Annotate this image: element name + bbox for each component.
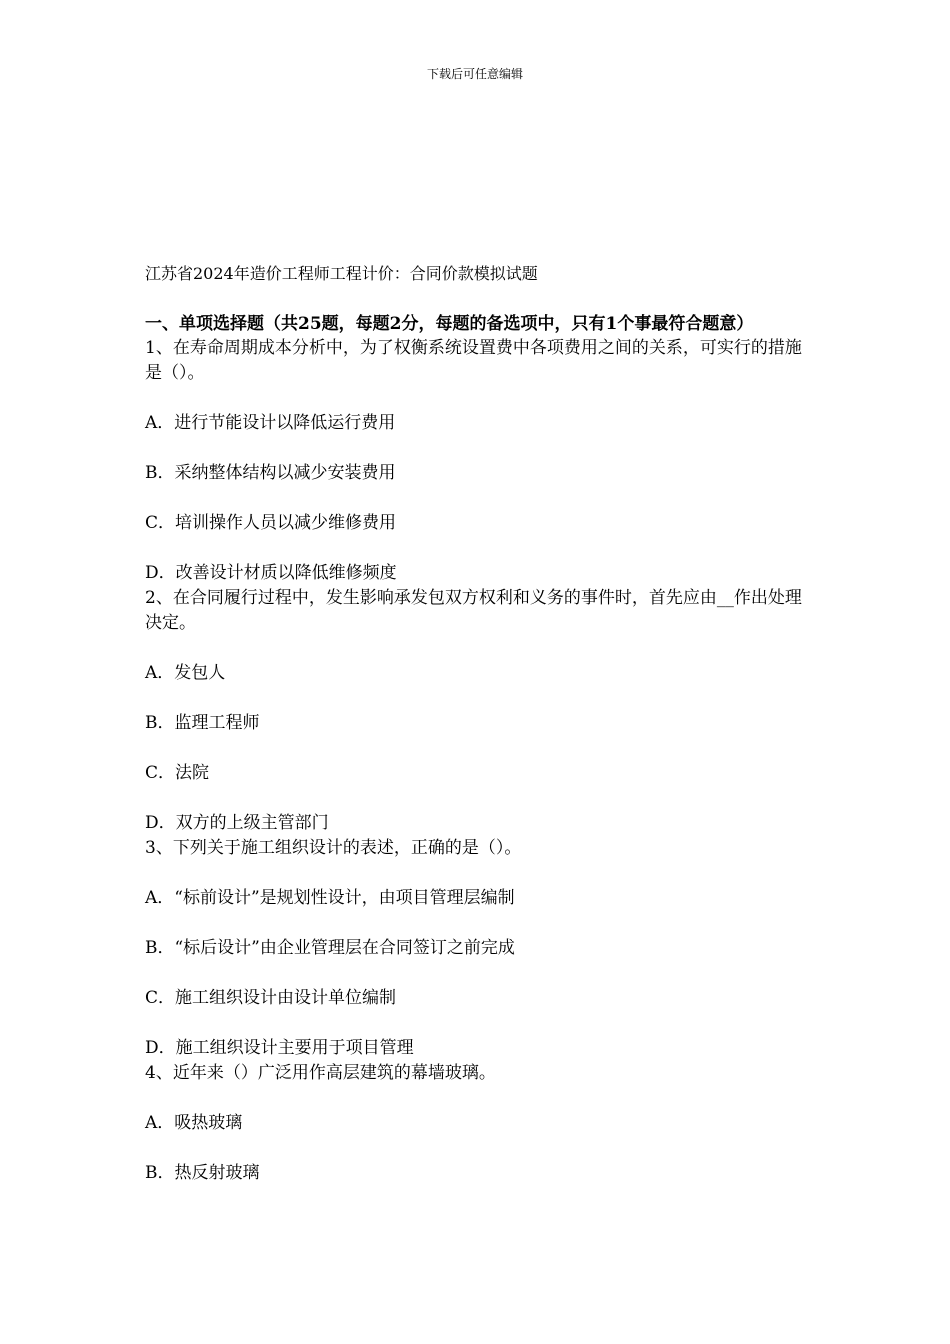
option-b: B．采纳整体结构以减少安装费用 [145, 463, 396, 483]
question-stem: 4、近年来（）广泛用作高层建筑的幕墙玻璃。 [145, 1063, 496, 1083]
question-1 [145, 336, 810, 586]
option-d: D．改善设计材质以降低维修频度 [145, 563, 397, 583]
option-d: D．施工组织设计主要用于项目管理 [145, 1038, 414, 1058]
option-b: B．监理工程师 [145, 713, 260, 733]
question-stem: 1、在寿命周期成本分析中，为了权衡系统设置费中各项费用之间的关系，可实行的措施是（）。 [145, 338, 802, 383]
question-stem: 2、在合同履行过程中，发生影响承发包双方权利和义务的事件时，首先应由__作出处理决定。 [145, 588, 802, 633]
document-title: 江苏省2024年造价工程师工程计价：合同价款模拟试题 [145, 264, 538, 283]
question-stem: 3、下列关于施工组织设计的表述，正确的是（）。 [145, 838, 522, 858]
question-4 [145, 1061, 810, 1186]
option-a: A．“标前设计”是规划性设计，由项目管理层编制 [145, 888, 515, 908]
option-a: A．吸热玻璃 [145, 1113, 243, 1133]
option-b: B．“标后设计”由企业管理层在合同签订之前完成 [145, 938, 515, 958]
option-c: C．施工组织设计由设计单位编制 [145, 988, 397, 1008]
option-b: B．热反射玻璃 [145, 1163, 260, 1183]
option-c: C．法院 [145, 763, 210, 783]
option-d: D．双方的上级主管部门 [145, 813, 329, 833]
question-3 [145, 836, 810, 1061]
option-c: C．培训操作人员以减少维修费用 [145, 513, 397, 533]
option-a: A．发包人 [145, 663, 226, 683]
section-heading: 一、单项选择题（共25题，每题2分，每题的备选项中，只有1个事最符合题意） [145, 314, 754, 334]
header-note: 下载后可任意编辑 [426, 67, 523, 81]
document-body [145, 262, 810, 1186]
option-a: A．进行节能设计以降低运行费用 [145, 413, 396, 433]
question-2 [145, 586, 810, 836]
